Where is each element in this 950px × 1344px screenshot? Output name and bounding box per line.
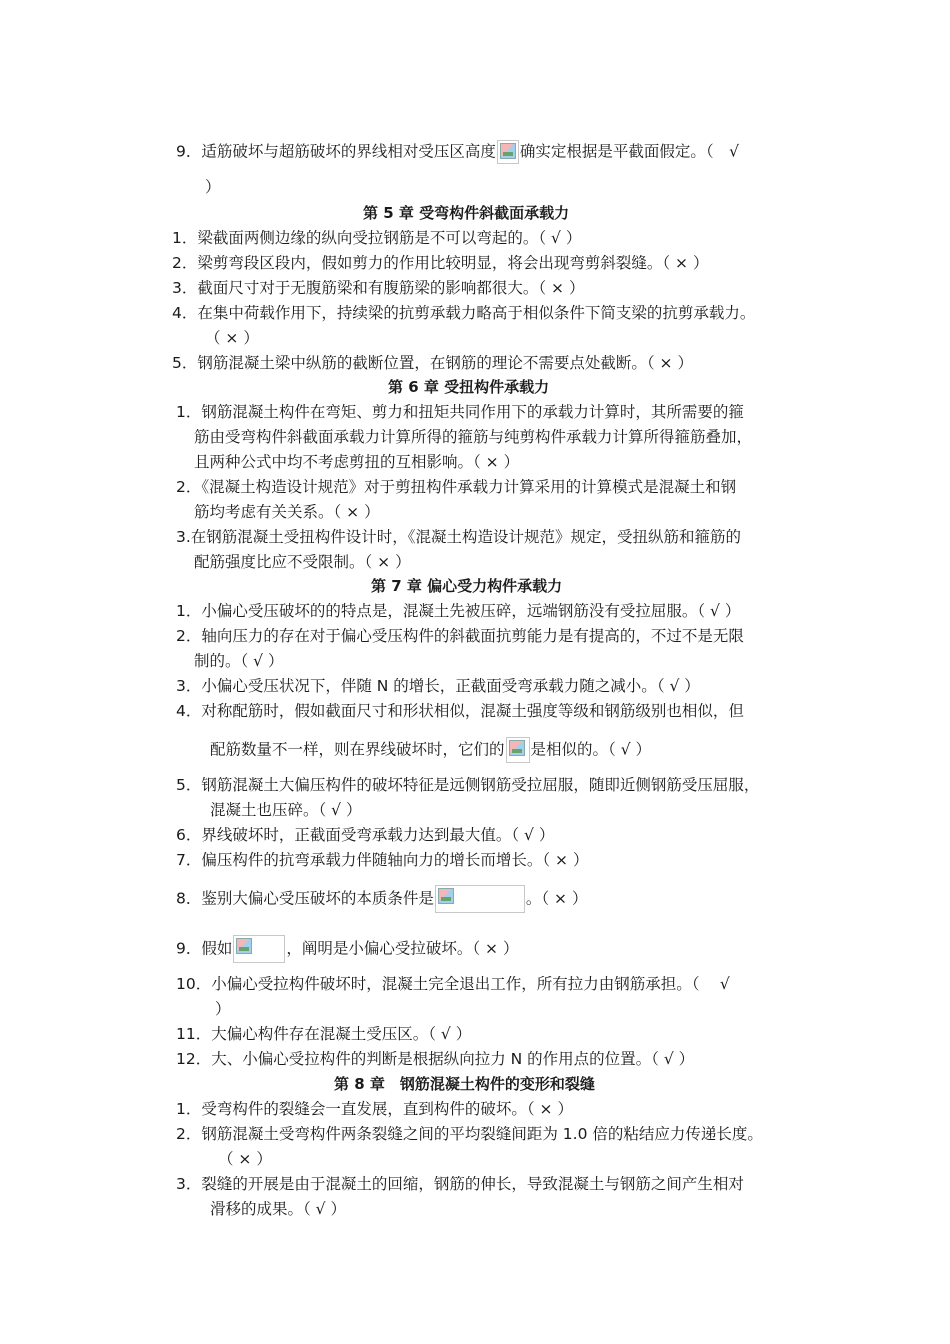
item-text: ，阐明是小偏心受拉破坏。（ × ） [286, 939, 519, 958]
item-text: 4．在集中荷载作用下，持续梁的抗剪承载力略高于相似条件下简支梁的抗剪承载力。 [172, 304, 756, 322]
item-line [172, 303, 755, 323]
chapter-heading [371, 576, 562, 596]
item-text: 9．假如 [176, 939, 233, 958]
item-line [176, 935, 518, 963]
item-text: 10．小偏心受拉构件破坏时，混凝土完全退出工作，所有拉力由钢筋承担。（ √ [176, 975, 730, 993]
item-text: ） [205, 178, 221, 196]
item-text: 6．界线破坏时，正截面受弯承载力达到最大值。（ √ ） [176, 826, 555, 844]
item-line [194, 552, 411, 572]
item-line [176, 676, 700, 696]
item-text: 3．裂缝的开展是由于混凝土的回缩，钢筋的伸长，导致混凝土与钢筋之间产生相对 [176, 1175, 744, 1193]
item-line [176, 402, 744, 422]
item-text: 1．受弯构件的裂缝会一直发展，直到构件的破坏。（ × ） [176, 1100, 573, 1118]
item-line [172, 353, 693, 373]
item-text: ） [215, 1000, 231, 1018]
item-text: 5．钢筋混凝土梁中纵筋的截断位置，在钢筋的理论不需要点处截断。（ × ） [172, 354, 693, 372]
item-text: 且两种公式中均不考虑剪扭的互相影响。（ × ） [194, 453, 520, 471]
item-line [176, 775, 759, 795]
broken-image-icon [435, 885, 525, 913]
item-text: 2．轴向压力的存在对于偏心受压构件的斜截面抗剪能力是有提高的，不过不是无限 [176, 627, 744, 645]
item-line [210, 737, 651, 763]
item-text: 9．适筋破坏与超筋破坏的界线相对受压区高度 [176, 142, 496, 161]
item-line [215, 999, 231, 1019]
item-text: 配筋强度比应不受限制。（ × ） [194, 553, 411, 571]
item-text: 筋均考虑有关关系。（ × ） [194, 503, 380, 521]
item-text: 3．小偏心受压状况下，伴随 N 的增长，正截面受弯承载力随之减小。（ √ ） [176, 677, 700, 695]
chapter-heading-text: 第 8 章 钢筋混凝土构件的变形和裂缝 [334, 1075, 595, 1093]
item-line [194, 502, 380, 522]
item-line [176, 885, 587, 913]
item-text: （ × ） [205, 329, 259, 347]
item-line [172, 228, 581, 248]
item-text: 制的。（ √ ） [194, 652, 284, 670]
item-line [218, 1149, 272, 1169]
item-line [176, 477, 736, 497]
chapter-heading-text: 第 7 章 偏心受力构件承载力 [371, 577, 563, 595]
item-line [176, 850, 588, 870]
item-text: （ × ） [218, 1150, 272, 1168]
item-line [176, 1174, 744, 1194]
item-line [176, 527, 741, 547]
chapter-heading [363, 203, 569, 223]
item-text: 2．钢筋混凝土受弯构件两条裂缝之间的平均裂缝间距为 1.0 倍的粘结应力传递长度。 [176, 1125, 763, 1143]
item-text: 筋由受弯构件斜截面承载力计算所得的箍筋与纯剪构件承载力计算所得箍筋叠加， [194, 428, 753, 446]
item-text: 5．钢筋混凝土大偏压构件的破坏特征是远侧钢筋受拉屈服，随即近侧钢筋受压屈服， [176, 776, 760, 794]
item-line [194, 452, 519, 472]
item-text: 3．截面尺寸对于无腹筋梁和有腹筋梁的影响都很大。（ × ） [172, 279, 585, 297]
broken-image-icon [497, 140, 519, 164]
item-text: 是相似的。（ √ ） [530, 740, 651, 759]
item-text: 配筋数量不一样，则在界线破坏时，它们的 [210, 740, 505, 759]
item-text: 11．大偏心构件存在混凝土受压区。（ √ ） [176, 1025, 472, 1043]
item-text: 8．鉴别大偏心受压破坏的本质条件是 [176, 889, 434, 908]
item-text: 。（ × ） [525, 889, 588, 908]
item-text: 确实定根据是平截面假定。（ √ [519, 142, 740, 161]
item-text: 12．大、小偏心受拉构件的判断是根据纵向拉力 N 的作用点的位置。（ √ ） [176, 1050, 695, 1068]
item-text: 4．对称配筋时，假如截面尺寸和形状相似，混凝土强度等级和钢筋级别也相似，但 [176, 702, 744, 720]
item-text: 3.在钢筋混凝土受扭构件设计时，《混凝土构造设计规范》规定，受扭纵筋和箍筋的 [176, 528, 742, 546]
item-text: 1．梁截面两侧边缘的纵向受拉钢筋是不可以弯起的。（ √ ） [172, 229, 582, 247]
item-line [176, 974, 730, 994]
broken-image-icon [233, 935, 285, 963]
item-line [205, 328, 259, 348]
item-line [176, 1024, 471, 1044]
item-line [210, 1199, 346, 1219]
item-line [176, 1099, 573, 1119]
item-text: 1．小偏心受压破坏的的特点是，混凝土先被压碎，远端钢筋没有受拉屈服。（ √ ） [176, 602, 741, 620]
chapter-heading [388, 377, 549, 397]
chapter-heading-text: 第 5 章 受弯构件斜截面承载力 [363, 204, 570, 222]
item-line [194, 651, 283, 671]
item-line [176, 1049, 694, 1069]
item-line [176, 1124, 763, 1144]
item-text: 7．偏压构件的抗弯承载力伴随轴向力的增长而增长。（ × ） [176, 851, 589, 869]
item-text: 滑移的成果。（ √ ） [210, 1200, 346, 1218]
chapter-heading [334, 1074, 595, 1094]
item-line [176, 601, 740, 621]
item-line [176, 140, 739, 164]
item-text: 2．《混凝土构造设计规范》对于剪扭构件承载力计算采用的计算模式是混凝土和钢 [176, 478, 737, 496]
item-line [176, 825, 554, 845]
item-line [194, 427, 752, 447]
item-line [205, 177, 221, 197]
item-line [172, 253, 708, 273]
item-text: 1．钢筋混凝土构件在弯矩、剪力和扭矩共同作用下的承载力计算时，其所需要的箍 [176, 403, 744, 421]
item-line [176, 626, 744, 646]
item-text: 2．梁剪弯段区段内，假如剪力的作用比较明显，将会出现弯剪斜裂缝。（ × ） [172, 254, 709, 272]
chapter-heading-text: 第 6 章 受扭构件承载力 [388, 378, 550, 396]
broken-image-icon [506, 737, 530, 763]
item-line [176, 701, 744, 721]
item-text: 混凝土也压碎。（ √ ） [210, 801, 362, 819]
item-line [210, 800, 361, 820]
item-line [172, 278, 584, 298]
